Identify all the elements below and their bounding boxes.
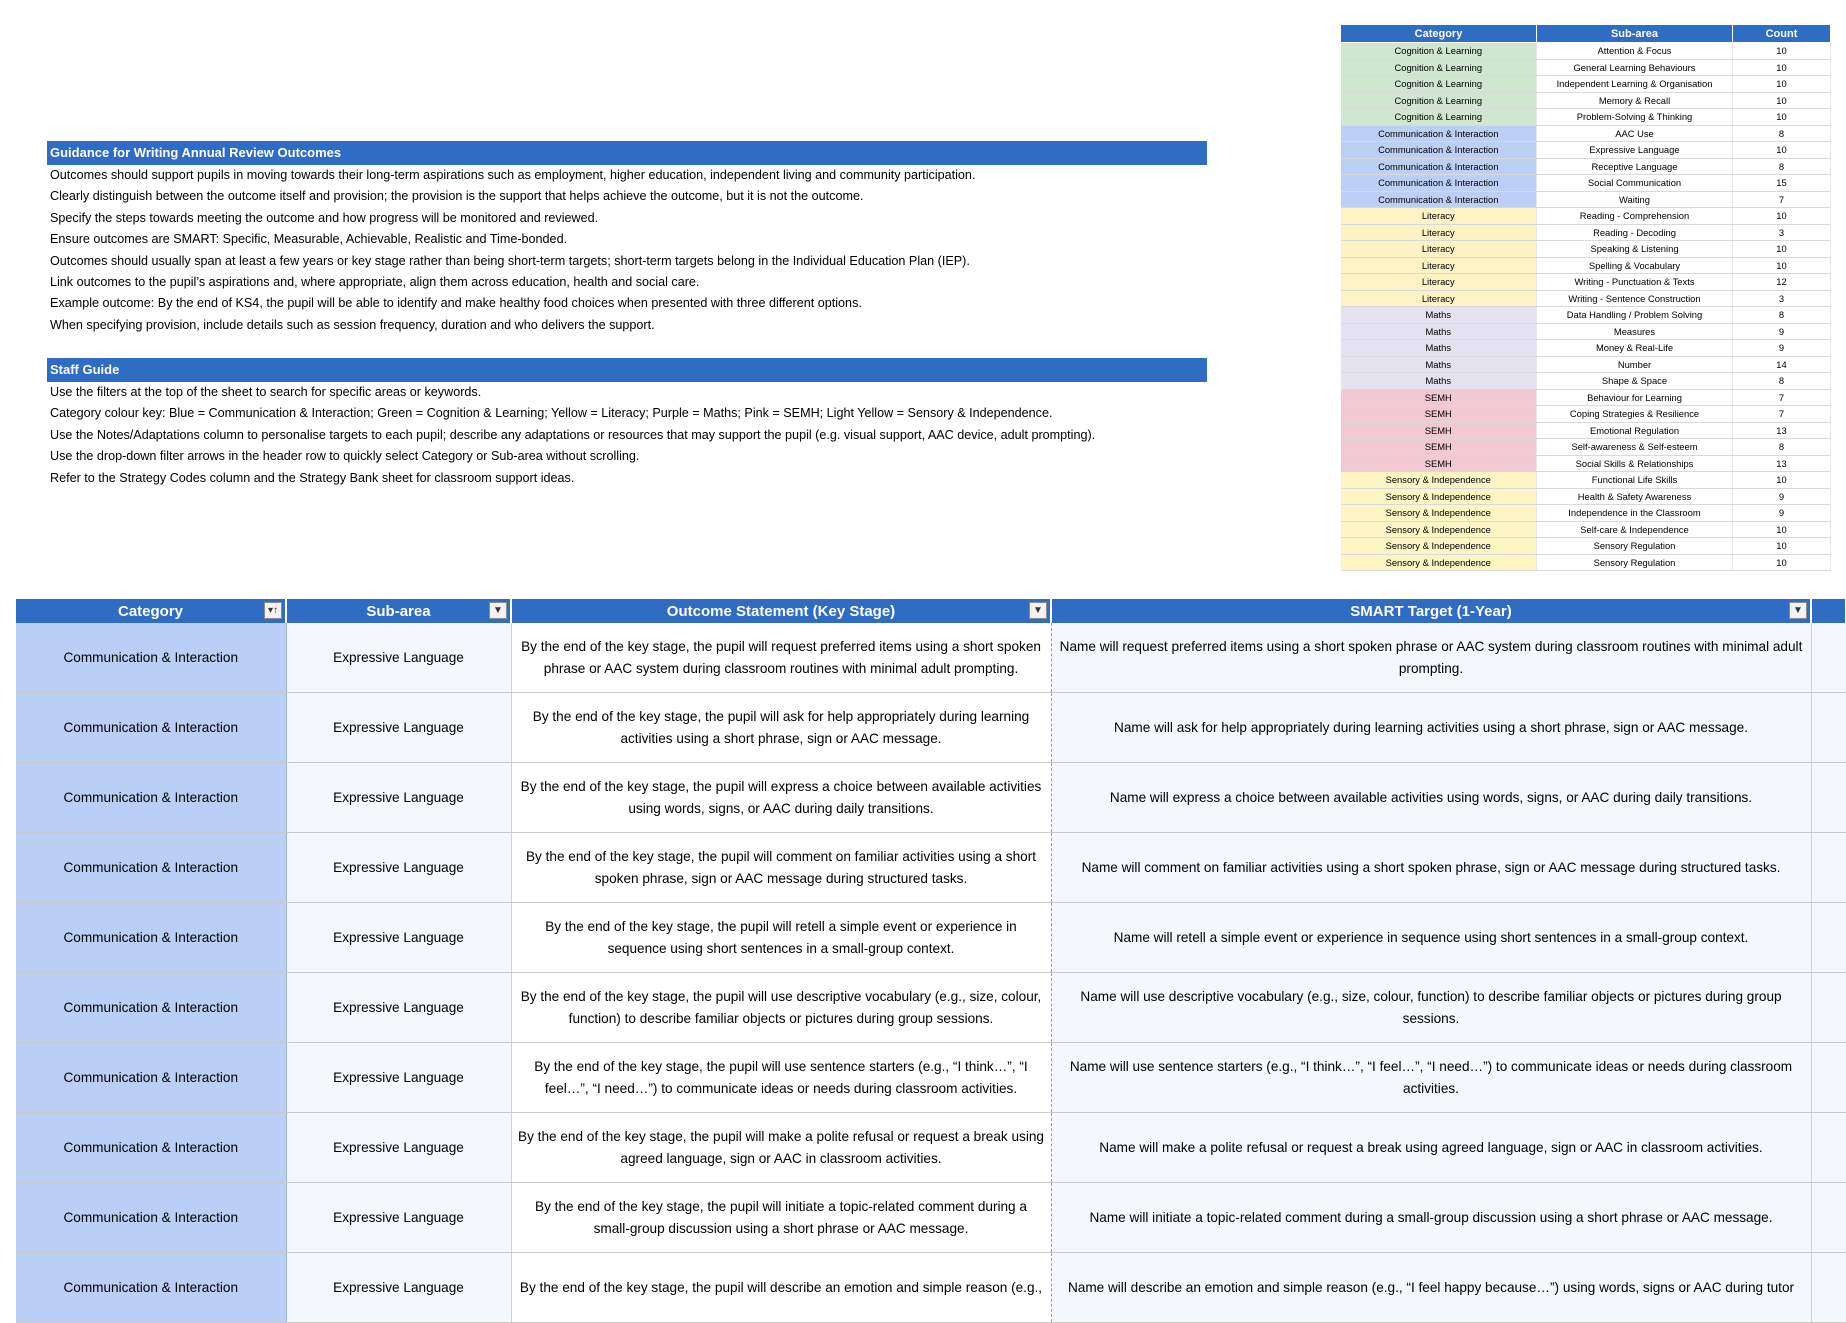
subarea-cell[interactable]: Expressive Language — [286, 623, 511, 693]
table-row — [16, 623, 1846, 693]
summary-count-cell[interactable]: 7 — [1733, 389, 1831, 406]
summary-row — [1341, 92, 1831, 109]
target-cell[interactable]: Name will ask for help appropriately during learning activities using a short phrase, sign or AAC message. — [1051, 693, 1811, 763]
outcome-cell[interactable]: By the end of the key stage, the pupil will describe an emotion and simple reason (e.g., — [511, 1253, 1051, 1323]
summary-subarea-cell[interactable]: Attention & Focus — [1537, 43, 1733, 60]
outcome-filter-icon[interactable]: ▼ — [1029, 602, 1047, 619]
staff-guide-line: Use the filters at the top of the sheet to search for specific areas or keywords. — [50, 385, 482, 399]
staff-guide-section — [47, 358, 1207, 489]
subarea-cell[interactable]: Expressive Language — [286, 973, 511, 1043]
staff-guide-line: Category colour key: Blue = Communication & Interaction; Green = Cognition & Learning; Yellow = Literacy; Purple = Maths; Pink = SEMH; Light Yellow = Sensory & Independence. — [50, 406, 1053, 421]
summary-row — [1341, 142, 1831, 159]
summary-category-cell[interactable]: Maths — [1341, 307, 1537, 324]
summary-category-cell[interactable]: Maths — [1341, 356, 1537, 373]
subarea-cell[interactable]: Expressive Language — [286, 903, 511, 973]
next-column-cell[interactable] — [1811, 1043, 1846, 1113]
summary-row — [1341, 439, 1831, 456]
summary-row — [1341, 257, 1831, 274]
outcome-cell[interactable]: By the end of the key stage, the pupil will express a choice between available activities using words, signs, or AAC during daily transitions. — [511, 763, 1051, 833]
table-row — [16, 1043, 1846, 1113]
summary-subarea-cell[interactable]: Spelling & Vocabulary — [1537, 257, 1733, 274]
summary-subarea-cell[interactable]: Independence in the Classroom — [1537, 505, 1733, 522]
header-next-column[interactable] — [1811, 599, 1846, 623]
outcome-cell[interactable]: By the end of the key stage, the pupil will retell a simple event or experience in sequence using short sentences in a small-group context. — [511, 903, 1051, 973]
table-row — [16, 693, 1846, 763]
guidance-section — [47, 141, 1207, 336]
summary-row — [1341, 109, 1831, 126]
summary-subarea-cell[interactable]: Functional Life Skills — [1537, 472, 1733, 489]
summary-category-cell[interactable]: SEMH — [1341, 406, 1537, 423]
outcome-cell[interactable]: By the end of the key stage, the pupil will initiate a topic-related comment during a small-group discussion using a short phrase or AAC message. — [511, 1183, 1051, 1253]
summary-category-cell[interactable]: Literacy — [1341, 224, 1537, 241]
summary-category-cell[interactable]: Literacy — [1341, 241, 1537, 258]
target-cell[interactable]: Name will make a polite refusal or request a break using agreed language, sign or AAC in classroom activities. — [1051, 1113, 1811, 1183]
summary-subarea-cell[interactable]: Expressive Language — [1537, 142, 1733, 159]
staff-guide-line: Refer to the Strategy Codes column and the Strategy Bank sheet for classroom support ideas. — [50, 470, 575, 485]
summary-category-cell[interactable]: Literacy — [1341, 257, 1537, 274]
summary-count-cell[interactable]: 10 — [1733, 142, 1831, 159]
next-column-cell[interactable] — [1811, 1183, 1846, 1253]
summary-category-cell[interactable]: Sensory & Independence — [1341, 554, 1537, 571]
summary-category-cell[interactable]: SEMH — [1341, 439, 1537, 456]
target-cell[interactable]: Name will describe an emotion and simple reason (e.g., “I feel happy because…”) using words, signs or AAC during tutor — [1051, 1253, 1811, 1323]
summary-category-cell[interactable]: Literacy — [1341, 274, 1537, 291]
guidance-line: Example outcome: By the end of KS4, the pupil will be able to identify and make healthy food choices when presented with three different options. — [50, 296, 862, 311]
target-cell[interactable]: Name will initiate a topic-related comment during a small-group discussion using a short phrase or AAC message. — [1051, 1183, 1811, 1253]
summary-subarea-cell[interactable]: Sensory Regulation — [1537, 538, 1733, 555]
outcome-cell[interactable]: By the end of the key stage, the pupil will comment on familiar activities using a short spoken phrase, sign or AAC message during structured tasks. — [511, 833, 1051, 903]
category-cell[interactable]: Communication & Interaction — [16, 693, 286, 763]
summary-subarea-cell[interactable]: Writing - Sentence Construction — [1537, 290, 1733, 307]
summary-body — [1341, 43, 1831, 571]
target-cell[interactable]: Name will use descriptive vocabulary (e.g., size, colour, function) to describe familiar objects or pictures during group sessions. — [1051, 973, 1811, 1043]
summary-subarea-cell[interactable]: Self-care & Independence — [1537, 521, 1733, 538]
summary-count-cell[interactable]: 10 — [1733, 241, 1831, 258]
summary-row — [1341, 43, 1831, 60]
outcomes-body — [16, 623, 1846, 1323]
summary-subarea-cell[interactable]: Health & Safety Awareness — [1537, 488, 1733, 505]
staff-guide-line: Use the Notes/Adaptations column to personalise targets to each pupil; describe any adaptations or resources that may support the pupil (e.g. visual support, AAC device, adult prompting). — [50, 427, 1096, 442]
summary-row — [1341, 307, 1831, 324]
summary-count-cell[interactable]: 8 — [1733, 158, 1831, 175]
category-cell[interactable]: Communication & Interaction — [16, 903, 286, 973]
category-cell[interactable]: Communication & Interaction — [16, 623, 286, 693]
category-cell[interactable]: Communication & Interaction — [16, 1253, 286, 1323]
summary-subarea-cell[interactable]: Coping Strategies & Resilience — [1537, 406, 1733, 423]
summary-category-cell[interactable]: SEMH — [1341, 455, 1537, 472]
summary-category-cell[interactable]: Cognition & Learning — [1341, 76, 1537, 93]
header-subarea[interactable] — [286, 599, 511, 623]
summary-row — [1341, 521, 1831, 538]
staff-guide-lines — [47, 382, 1207, 489]
summary-subarea-cell[interactable]: Behaviour for Learning — [1537, 389, 1733, 406]
subarea-cell[interactable]: Expressive Language — [286, 1043, 511, 1113]
summary-count-cell[interactable]: 14 — [1733, 356, 1831, 373]
summary-subarea-cell[interactable]: Writing - Punctuation & Texts — [1537, 274, 1733, 291]
summary-count-cell[interactable]: 10 — [1733, 43, 1831, 60]
target-cell[interactable]: Name will retell a simple event or experience in sequence using short sentences in a small-group context. — [1051, 903, 1811, 973]
next-column-cell[interactable] — [1811, 763, 1846, 833]
staff-guide-heading: Staff Guide — [47, 358, 1207, 382]
header-category[interactable] — [16, 599, 286, 623]
guidance-line: Ensure outcomes are SMART: Specific, Measurable, Achievable, Realistic and Time-bonded. — [50, 232, 568, 247]
summary-row — [1341, 488, 1831, 505]
summary-subarea-cell[interactable]: Speaking & Listening — [1537, 241, 1733, 258]
summary-count-cell[interactable]: 10 — [1733, 208, 1831, 225]
summary-category-cell[interactable]: Cognition & Learning — [1341, 59, 1537, 76]
summary-subarea-cell[interactable]: Measures — [1537, 323, 1733, 340]
summary-category-cell[interactable]: Sensory & Independence — [1341, 538, 1537, 555]
summary-category-cell[interactable]: Literacy — [1341, 290, 1537, 307]
summary-subarea-cell[interactable]: Waiting — [1537, 191, 1733, 208]
summary-category-cell[interactable]: Sensory & Independence — [1341, 472, 1537, 489]
outcome-cell[interactable]: By the end of the key stage, the pupil will use descriptive vocabulary (e.g., size, colour, function) to describe familiar objects or pictures during group sessions. — [511, 973, 1051, 1043]
table-row — [16, 1253, 1846, 1323]
summary-count-cell[interactable]: 10 — [1733, 59, 1831, 76]
summary-count-cell[interactable]: 10 — [1733, 521, 1831, 538]
summary-category-cell[interactable]: Sensory & Independence — [1341, 488, 1537, 505]
summary-row — [1341, 59, 1831, 76]
summary-count-cell[interactable]: 10 — [1733, 538, 1831, 555]
summary-row — [1341, 76, 1831, 93]
outcomes-table — [16, 599, 1846, 1323]
outcomes-header-row — [16, 599, 1846, 623]
next-column-cell[interactable] — [1811, 903, 1846, 973]
guidance-line: When specifying provision, include details such as session frequency, duration and who delivers the support. — [50, 317, 655, 332]
summary-header-category[interactable]: Category — [1341, 25, 1537, 43]
summary-count-cell[interactable]: 3 — [1733, 224, 1831, 241]
summary-count-cell[interactable]: 8 — [1733, 307, 1831, 324]
summary-count-cell[interactable]: 3 — [1733, 290, 1831, 307]
category-cell[interactable]: Communication & Interaction — [16, 1043, 286, 1113]
summary-subarea-cell[interactable]: AAC Use — [1537, 125, 1733, 142]
table-row — [16, 973, 1846, 1043]
summary-row — [1341, 125, 1831, 142]
summary-count-cell[interactable]: 9 — [1733, 340, 1831, 357]
summary-subarea-cell[interactable]: Memory & Recall — [1537, 92, 1733, 109]
summary-row — [1341, 422, 1831, 439]
category-cell[interactable]: Communication & Interaction — [16, 1183, 286, 1253]
next-column-cell[interactable] — [1811, 1113, 1846, 1183]
subarea-cell[interactable]: Expressive Language — [286, 833, 511, 903]
summary-row — [1341, 224, 1831, 241]
summary-category-cell[interactable]: Literacy — [1341, 208, 1537, 225]
summary-count-cell[interactable]: 10 — [1733, 257, 1831, 274]
summary-header-subarea[interactable]: Sub-area — [1537, 25, 1733, 43]
summary-row — [1341, 241, 1831, 258]
summary-row — [1341, 472, 1831, 489]
category-cell[interactable]: Communication & Interaction — [16, 833, 286, 903]
category-cell[interactable]: Communication & Interaction — [16, 973, 286, 1043]
summary-category-cell[interactable]: Communication & Interaction — [1341, 125, 1537, 142]
category-cell[interactable]: Communication & Interaction — [16, 763, 286, 833]
summary-count-cell[interactable]: 7 — [1733, 191, 1831, 208]
guidance-line: Outcomes should support pupils in moving towards their long-term aspirations such as employment, higher education, independent living and community participation. — [50, 168, 976, 182]
target-cell[interactable]: Name will request preferred items using a short spoken phrase or AAC system during classroom routines with minimal adult prompting. — [1051, 623, 1811, 693]
table-row — [16, 903, 1846, 973]
outcome-cell[interactable]: By the end of the key stage, the pupil will ask for help appropriately during learning activities using a short phrase, sign or AAC message. — [511, 693, 1051, 763]
summary-category-cell[interactable]: Communication & Interaction — [1341, 191, 1537, 208]
subarea-cell[interactable]: Expressive Language — [286, 693, 511, 763]
summary-count-cell[interactable]: 10 — [1733, 109, 1831, 126]
summary-category-cell[interactable]: SEMH — [1341, 389, 1537, 406]
summary-category-cell[interactable]: Cognition & Learning — [1341, 92, 1537, 109]
summary-subarea-cell[interactable]: Reading - Comprehension — [1537, 208, 1733, 225]
header-target-label: SMART Target (1-Year) — [1350, 602, 1512, 620]
summary-table — [1340, 24, 1831, 571]
summary-row — [1341, 373, 1831, 390]
summary-row — [1341, 340, 1831, 357]
category-sort-filter-icon[interactable]: ▾↑ — [264, 602, 282, 619]
guidance-line: Outcomes should usually span at least a few years or key stage rather than being short-term targets; short-term targets belong in the Individual Education Plan (IEP). — [50, 253, 970, 268]
summary-row — [1341, 505, 1831, 522]
subarea-cell[interactable]: Expressive Language — [286, 1183, 511, 1253]
summary-row — [1341, 323, 1831, 340]
summary-subarea-cell[interactable]: Number — [1537, 356, 1733, 373]
header-target[interactable] — [1051, 599, 1811, 623]
table-row — [16, 1183, 1846, 1253]
summary-subarea-cell[interactable]: Money & Real-Life — [1537, 340, 1733, 357]
summary-count-cell[interactable]: 7 — [1733, 406, 1831, 423]
subarea-cell[interactable]: Expressive Language — [286, 1253, 511, 1323]
summary-category-cell[interactable]: Cognition & Learning — [1341, 43, 1537, 60]
summary-row — [1341, 538, 1831, 555]
summary-count-cell[interactable]: 8 — [1733, 373, 1831, 390]
summary-subarea-cell[interactable]: Social Communication — [1537, 175, 1733, 192]
summary-subarea-cell[interactable]: Emotional Regulation — [1537, 422, 1733, 439]
summary-count-cell[interactable]: 9 — [1733, 323, 1831, 340]
subarea-cell[interactable]: Expressive Language — [286, 763, 511, 833]
summary-subarea-cell[interactable]: Independent Learning & Organisation — [1537, 76, 1733, 93]
subarea-cell[interactable]: Expressive Language — [286, 1113, 511, 1183]
header-outcome[interactable] — [511, 599, 1051, 623]
summary-subarea-cell[interactable]: Shape & Space — [1537, 373, 1733, 390]
table-row — [16, 833, 1846, 903]
header-outcome-label: Outcome Statement (Key Stage) — [666, 602, 896, 620]
target-cell[interactable]: Name will use sentence starters (e.g., “I think…”, “I feel…”, “I need…”) to communicate ideas or needs during classroom activities. — [1051, 1043, 1811, 1113]
guidance-line: Clearly distinguish between the outcome itself and provision; the provision is the support that helps achieve the outcome, but it is not the outcome. — [50, 189, 864, 204]
summary-category-cell[interactable]: Maths — [1341, 323, 1537, 340]
summary-category-cell[interactable]: SEMH — [1341, 422, 1537, 439]
outcome-cell[interactable]: By the end of the key stage, the pupil will use sentence starters (e.g., “I think…”, “I feel…”, “I need…”) to communicate ideas or needs during classroom activities. — [511, 1043, 1051, 1113]
target-cell[interactable]: Name will express a choice between available activities using words, signs, or AAC during daily transitions. — [1051, 763, 1811, 833]
summary-category-cell[interactable]: Sensory & Independence — [1341, 505, 1537, 522]
next-column-cell[interactable] — [1811, 833, 1846, 903]
summary-category-cell[interactable]: Communication & Interaction — [1341, 142, 1537, 159]
summary-category-cell[interactable]: Sensory & Independence — [1341, 521, 1537, 538]
summary-count-cell[interactable]: 10 — [1733, 92, 1831, 109]
header-subarea-label: Sub-area — [366, 602, 431, 620]
next-column-cell[interactable] — [1811, 693, 1846, 763]
outcome-cell[interactable]: By the end of the key stage, the pupil will request preferred items using a short spoken phrase or AAC system during classroom routines with minimal adult prompting. — [511, 623, 1051, 693]
summary-row — [1341, 208, 1831, 225]
guidance-lines — [47, 165, 1207, 336]
table-row — [16, 763, 1846, 833]
summary-subarea-cell[interactable]: Data Handling / Problem Solving — [1537, 307, 1733, 324]
summary-subarea-cell[interactable]: Receptive Language — [1537, 158, 1733, 175]
summary-subarea-cell[interactable]: Problem-Solving & Thinking — [1537, 109, 1733, 126]
summary-header-row — [1341, 25, 1831, 43]
summary-header-count[interactable]: Count — [1733, 25, 1831, 43]
summary-category-cell[interactable]: Communication & Interaction — [1341, 175, 1537, 192]
summary-subarea-cell[interactable]: Self-awareness & Self-esteem — [1537, 439, 1733, 456]
summary-count-cell[interactable]: 8 — [1733, 125, 1831, 142]
next-column-cell[interactable] — [1811, 623, 1846, 693]
summary-count-cell[interactable]: 12 — [1733, 274, 1831, 291]
summary-subarea-cell[interactable]: General Learning Behaviours — [1537, 59, 1733, 76]
header-category-label: Category — [117, 602, 184, 620]
summary-category-cell[interactable]: Maths — [1341, 340, 1537, 357]
summary-count-cell[interactable]: 9 — [1733, 505, 1831, 522]
summary-count-cell[interactable]: 9 — [1733, 488, 1831, 505]
summary-row — [1341, 191, 1831, 208]
outcome-cell[interactable]: By the end of the key stage, the pupil will make a polite refusal or request a break using agreed language, sign or AAC in classroom activities. — [511, 1113, 1051, 1183]
summary-row — [1341, 455, 1831, 472]
next-column-cell[interactable] — [1811, 1253, 1846, 1323]
summary-category-cell[interactable]: Communication & Interaction — [1341, 158, 1537, 175]
table-row — [16, 1113, 1846, 1183]
summary-row — [1341, 406, 1831, 423]
summary-count-cell[interactable]: 13 — [1733, 422, 1831, 439]
target-cell[interactable]: Name will comment on familiar activities using a short spoken phrase, sign or AAC message during structured tasks. — [1051, 833, 1811, 903]
summary-row — [1341, 356, 1831, 373]
summary-subarea-cell[interactable]: Reading - Decoding — [1537, 224, 1733, 241]
summary-count-cell[interactable]: 10 — [1733, 472, 1831, 489]
staff-guide-line: Use the drop-down filter arrows in the header row to quickly select Category or Sub-area without scrolling. — [50, 449, 640, 464]
summary-row — [1341, 274, 1831, 291]
summary-count-cell[interactable]: 10 — [1733, 76, 1831, 93]
summary-count-cell[interactable]: 15 — [1733, 175, 1831, 192]
summary-category-cell[interactable]: Cognition & Learning — [1341, 109, 1537, 126]
summary-row — [1341, 389, 1831, 406]
guidance-line: Link outcomes to the pupil’s aspirations and, where appropriate, align them across education, health and social care. — [50, 274, 700, 289]
subarea-filter-icon[interactable]: ▼ — [489, 602, 507, 619]
summary-count-cell[interactable]: 13 — [1733, 455, 1831, 472]
summary-count-cell[interactable]: 10 — [1733, 554, 1831, 571]
guidance-heading: Guidance for Writing Annual Review Outcomes — [47, 141, 1207, 165]
target-filter-icon[interactable]: ▼ — [1789, 602, 1807, 619]
guidance-line: Specify the steps towards meeting the outcome and how progress will be monitored and reviewed. — [50, 210, 599, 225]
category-cell[interactable]: Communication & Interaction — [16, 1113, 286, 1183]
summary-category-cell[interactable]: Maths — [1341, 373, 1537, 390]
summary-row — [1341, 554, 1831, 571]
summary-row — [1341, 158, 1831, 175]
summary-row — [1341, 290, 1831, 307]
summary-count-cell[interactable]: 8 — [1733, 439, 1831, 456]
summary-subarea-cell[interactable]: Social Skills & Relationships — [1537, 455, 1733, 472]
summary-row — [1341, 175, 1831, 192]
next-column-cell[interactable] — [1811, 973, 1846, 1043]
summary-subarea-cell[interactable]: Sensory Regulation — [1537, 554, 1733, 571]
